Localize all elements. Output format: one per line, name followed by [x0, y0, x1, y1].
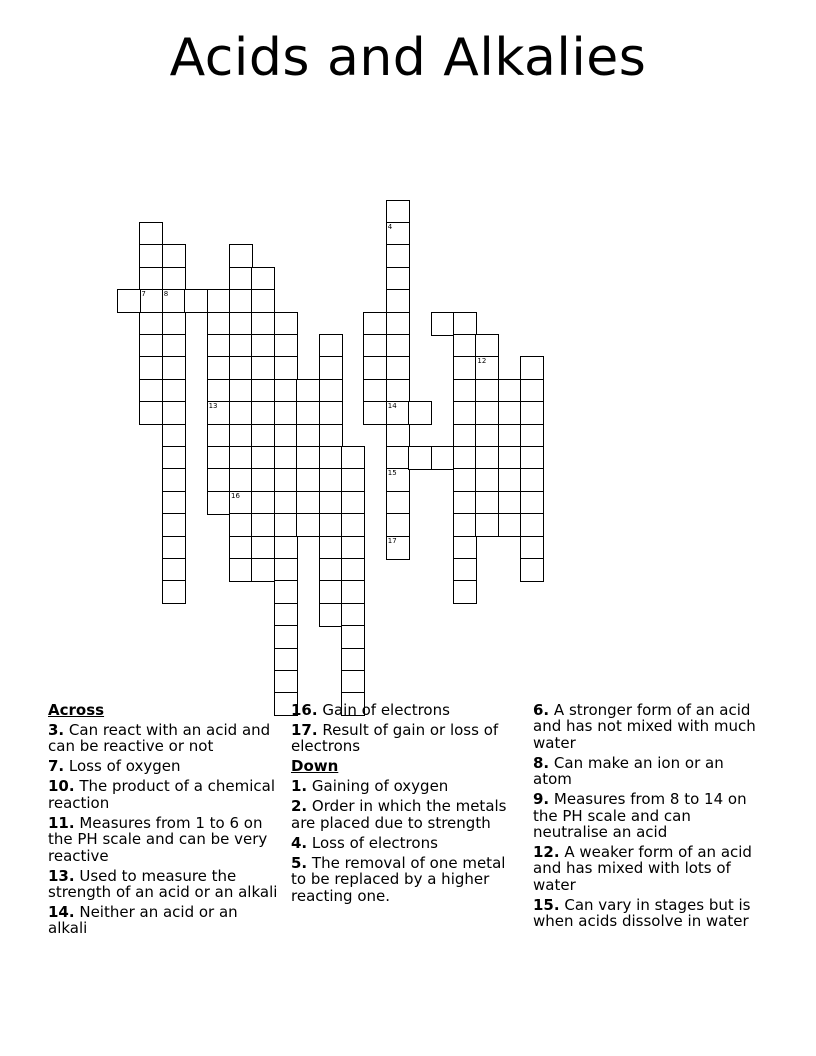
grid-cell[interactable]: [475, 513, 499, 537]
grid-cell[interactable]: [229, 244, 253, 268]
grid-cell[interactable]: [296, 379, 320, 403]
grid-cell[interactable]: [341, 446, 365, 470]
grid-cell[interactable]: [475, 424, 499, 448]
clue-item: [533, 897, 765, 930]
grid-cell[interactable]: [520, 468, 544, 492]
grid-cell[interactable]: [251, 468, 275, 492]
clue-item: [48, 868, 280, 901]
grid-cell[interactable]: [319, 580, 343, 604]
clue-number-label: 14: [387, 402, 397, 411]
clue-text: Used to measure the strength of an acid or an alkali: [48, 866, 278, 902]
grid-cell[interactable]: [520, 379, 544, 403]
grid-cell[interactable]: [520, 424, 544, 448]
grid-cell[interactable]: [207, 334, 231, 358]
clue-number-label: 15: [387, 469, 397, 478]
grid-cell[interactable]: [386, 200, 410, 224]
grid-cell[interactable]: [520, 446, 544, 470]
grid-cell[interactable]: [274, 312, 298, 336]
grid-cell[interactable]: [498, 491, 522, 515]
grid-cell[interactable]: [475, 468, 499, 492]
grid-cell[interactable]: [251, 356, 275, 380]
clue-number: 17.: [291, 721, 318, 739]
grid-cell[interactable]: [386, 491, 410, 515]
clue-number: 6.: [533, 701, 550, 719]
clue-number: 10.: [48, 777, 75, 796]
grid-cell[interactable]: [520, 491, 544, 515]
grid-cell[interactable]: [274, 491, 298, 515]
clue-item: [291, 778, 523, 794]
grid-cell[interactable]: [162, 446, 186, 470]
grid-cell[interactable]: [296, 424, 320, 448]
grid-cell[interactable]: [251, 536, 275, 560]
grid-cell[interactable]: [520, 536, 544, 560]
clue-number-label: 13: [208, 402, 218, 411]
clue-item: [291, 855, 523, 904]
grid-cell[interactable]: [341, 558, 365, 582]
grid-cell[interactable]: [319, 491, 343, 515]
grid-cell[interactable]: [139, 312, 163, 336]
clue-text: Can make an ion or an atom: [533, 753, 724, 789]
grid-cell[interactable]: [251, 312, 275, 336]
grid-cell[interactable]: [453, 536, 477, 560]
grid-cell[interactable]: [139, 334, 163, 358]
grid-cell[interactable]: [341, 513, 365, 537]
grid-cell[interactable]: [341, 648, 365, 672]
grid-cell[interactable]: [408, 401, 432, 425]
grid-cell[interactable]: [162, 379, 186, 403]
grid-cell[interactable]: [319, 513, 343, 537]
grid-cell[interactable]: [386, 334, 410, 358]
grid-cell[interactable]: [274, 603, 298, 627]
grid-cell[interactable]: [251, 513, 275, 537]
down-clue-list-continued: [533, 702, 765, 930]
grid-cell[interactable]: [229, 356, 253, 380]
grid-cell[interactable]: [139, 356, 163, 380]
grid-cell[interactable]: [386, 513, 410, 537]
grid-cell[interactable]: [162, 244, 186, 268]
grid-cell[interactable]: [207, 356, 231, 380]
clue-item: [533, 791, 765, 840]
clue-column-2: [291, 702, 523, 908]
grid-cell[interactable]: [251, 491, 275, 515]
grid-cell[interactable]: [229, 379, 253, 403]
grid-cell[interactable]: [319, 446, 343, 470]
grid-cell[interactable]: [386, 536, 410, 560]
clue-item: [291, 722, 523, 755]
grid-cell[interactable]: [520, 356, 544, 380]
clue-item: [48, 778, 280, 811]
grid-cell[interactable]: [296, 468, 320, 492]
grid-cell[interactable]: [386, 289, 410, 313]
grid-cell[interactable]: [162, 536, 186, 560]
clue-number: 1.: [291, 777, 308, 796]
grid-cell[interactable]: [453, 446, 477, 470]
clue-text: Loss of electrons: [307, 833, 438, 852]
down-clue-list: [291, 778, 523, 904]
grid-cell[interactable]: [139, 244, 163, 268]
grid-cell[interactable]: [296, 446, 320, 470]
grid-cell[interactable]: [341, 536, 365, 560]
clue-text: Measures from 1 to 6 on the PH scale and can be very reactive: [48, 813, 268, 865]
grid-cell[interactable]: [498, 468, 522, 492]
grid-cell[interactable]: [363, 401, 387, 425]
grid-cell[interactable]: [251, 379, 275, 403]
grid-cell[interactable]: [296, 513, 320, 537]
clue-text: A stronger form of an acid and has not mixed with much water: [533, 701, 756, 752]
grid-cell[interactable]: [319, 379, 343, 403]
grid-cell[interactable]: [229, 446, 253, 470]
grid-cell[interactable]: [363, 356, 387, 380]
clue-number: 11.: [48, 813, 75, 832]
clue-text: Neither an acid or an alkali: [48, 903, 238, 938]
grid-cell[interactable]: [162, 468, 186, 492]
grid-cell[interactable]: [229, 558, 253, 582]
grid-cell[interactable]: [274, 625, 298, 649]
grid-cell[interactable]: [475, 334, 499, 358]
grid-cell[interactable]: [319, 334, 343, 358]
clue-number: 4.: [291, 833, 308, 852]
grid-cell[interactable]: [475, 491, 499, 515]
grid-cell[interactable]: [363, 379, 387, 403]
grid-cell[interactable]: [274, 334, 298, 358]
clue-text: Loss of oxygen: [64, 757, 181, 776]
grid-cell[interactable]: [139, 289, 163, 313]
clue-item: [291, 798, 523, 831]
clue-number: 7.: [48, 757, 65, 776]
clue-text: Gain of electrons: [317, 701, 450, 719]
grid-cell[interactable]: [453, 379, 477, 403]
clue-number-label: 8: [163, 290, 169, 299]
clue-number-label: 12: [477, 357, 487, 366]
clue-number: 3.: [48, 721, 65, 739]
grid-cell[interactable]: [229, 289, 253, 313]
grid-cell[interactable]: [162, 334, 186, 358]
grid-cell[interactable]: [498, 446, 522, 470]
clue-number: 5.: [291, 853, 308, 872]
clue-text: Can react with an acid and can be reactive or not: [48, 721, 271, 756]
grid-cell[interactable]: [386, 424, 410, 448]
grid-cell[interactable]: [341, 491, 365, 515]
grid-cell[interactable]: [274, 670, 298, 694]
clue-number: 12.: [533, 843, 560, 862]
across-clue-list: [48, 722, 280, 937]
page-title: Acids and Alkalies: [169, 28, 647, 88]
grid-cell[interactable]: [475, 401, 499, 425]
grid-cell[interactable]: [319, 401, 343, 425]
grid-cell[interactable]: [498, 513, 522, 537]
grid-cell[interactable]: [498, 379, 522, 403]
grid-cell[interactable]: [162, 356, 186, 380]
grid-cell[interactable]: [229, 513, 253, 537]
grid-cell[interactable]: [431, 312, 455, 336]
grid-cell[interactable]: [386, 222, 410, 246]
clue-number-label: 17: [387, 536, 397, 545]
grid-cell[interactable]: [453, 558, 477, 582]
grid-cell[interactable]: [386, 468, 410, 492]
clue-column-1: [48, 702, 280, 940]
grid-cell[interactable]: [184, 289, 208, 313]
grid-cell[interactable]: [229, 424, 253, 448]
grid-cell[interactable]: [453, 312, 477, 336]
grid-cell[interactable]: [341, 625, 365, 649]
grid-cell[interactable]: [229, 267, 253, 291]
grid-cell[interactable]: [319, 603, 343, 627]
grid-cell[interactable]: [229, 401, 253, 425]
grid-cell[interactable]: [229, 468, 253, 492]
clue-number: 14.: [48, 903, 75, 922]
grid-cell[interactable]: [386, 244, 410, 268]
clue-number: 9.: [533, 790, 550, 809]
grid-cell[interactable]: [162, 580, 186, 604]
grid-cell[interactable]: [431, 446, 455, 470]
grid-cell[interactable]: [251, 401, 275, 425]
grid-cell[interactable]: [363, 312, 387, 336]
grid-cell[interactable]: [341, 670, 365, 694]
grid-cell[interactable]: [207, 379, 231, 403]
clue-number: 13.: [48, 866, 75, 885]
grid-cell[interactable]: [251, 446, 275, 470]
clue-text: The removal of one metal to be replaced by a higher reacting one.: [291, 853, 506, 905]
grid-cell[interactable]: [162, 558, 186, 582]
grid-cell[interactable]: [520, 558, 544, 582]
grid-cell[interactable]: [274, 513, 298, 537]
clue-text: Can vary in stages but is when acids dissolve in water: [533, 895, 751, 931]
grid-cell[interactable]: [274, 580, 298, 604]
grid-cell[interactable]: [453, 356, 477, 380]
across-heading: Across: [48, 701, 105, 719]
grid-cell[interactable]: [498, 401, 522, 425]
clue-number: 8.: [533, 753, 550, 772]
grid-cell[interactable]: [296, 401, 320, 425]
grid-cell[interactable]: [453, 334, 477, 358]
grid-cell[interactable]: [207, 446, 231, 470]
grid-cell[interactable]: [162, 513, 186, 537]
grid-cell[interactable]: [498, 424, 522, 448]
grid-cell[interactable]: [386, 312, 410, 336]
clue-number: 16.: [291, 701, 318, 719]
grid-cell[interactable]: [274, 468, 298, 492]
clue-text: The product of a chemical reaction: [48, 777, 276, 812]
grid-cell[interactable]: [139, 267, 163, 291]
clue-item: [48, 815, 280, 864]
grid-cell[interactable]: [520, 513, 544, 537]
clue-text: A weaker form of an acid and has mixed with lots of water: [533, 843, 752, 894]
grid-cell[interactable]: [251, 424, 275, 448]
grid-cell[interactable]: [207, 468, 231, 492]
clue-item: [291, 835, 523, 851]
grid-cell[interactable]: [274, 401, 298, 425]
grid-cell[interactable]: [251, 267, 275, 291]
clue-number-label: 4: [387, 223, 393, 231]
clue-item: [533, 844, 765, 893]
grid-cell[interactable]: [386, 356, 410, 380]
grid-cell[interactable]: [274, 379, 298, 403]
clue-text: Order in which the metals are placed due to strength: [291, 797, 507, 832]
clue-item: [533, 702, 765, 751]
grid-cell[interactable]: [386, 379, 410, 403]
grid-cell[interactable]: [229, 491, 253, 515]
clue-item: [48, 722, 280, 755]
down-heading: Down: [291, 757, 339, 776]
grid-cell[interactable]: [229, 536, 253, 560]
clue-text: Measures from 8 to 14 on the PH scale and can neutralise an acid: [533, 790, 747, 842]
clue-item: [48, 758, 280, 774]
clue-number-label: 7: [141, 290, 146, 299]
grid-cell[interactable]: [162, 289, 186, 313]
grid-cell[interactable]: [408, 446, 432, 470]
clue-item: [291, 702, 523, 718]
grid-cell[interactable]: [229, 312, 253, 336]
grid-cell[interactable]: [207, 491, 231, 515]
clue-item: [533, 755, 765, 788]
grid-cell[interactable]: [274, 446, 298, 470]
grid-cell[interactable]: [162, 267, 186, 291]
grid-cell[interactable]: [386, 401, 410, 425]
grid-cell[interactable]: [274, 356, 298, 380]
grid-cell[interactable]: [274, 424, 298, 448]
grid-cell[interactable]: [475, 446, 499, 470]
clue-number: 15.: [533, 895, 560, 914]
grid-cell[interactable]: [319, 558, 343, 582]
grid-cell[interactable]: [475, 379, 499, 403]
grid-cell[interactable]: [207, 289, 231, 313]
grid-cell[interactable]: [251, 558, 275, 582]
clue-column-3: [533, 702, 765, 933]
grid-cell[interactable]: [341, 580, 365, 604]
grid-cell[interactable]: [229, 334, 253, 358]
grid-cell[interactable]: [274, 536, 298, 560]
grid-cell[interactable]: [274, 558, 298, 582]
grid-cell[interactable]: [207, 312, 231, 336]
grid-cell[interactable]: [386, 446, 410, 470]
grid-cell[interactable]: [319, 468, 343, 492]
grid-cell[interactable]: [319, 424, 343, 448]
clue-item: [48, 904, 280, 937]
grid-cell[interactable]: [117, 289, 141, 313]
grid-cell[interactable]: [319, 356, 343, 380]
grid-cell[interactable]: [251, 334, 275, 358]
grid-cell[interactable]: [207, 424, 231, 448]
grid-cell[interactable]: [296, 491, 320, 515]
grid-cell[interactable]: [453, 580, 477, 604]
across-clue-list-continued: [291, 702, 523, 755]
clue-number: 2.: [291, 797, 308, 816]
grid-cell[interactable]: [162, 491, 186, 515]
grid-cell[interactable]: [363, 334, 387, 358]
grid-cell[interactable]: [207, 401, 231, 425]
grid-cell[interactable]: [139, 379, 163, 403]
grid-cell[interactable]: [520, 401, 544, 425]
grid-cell[interactable]: [386, 267, 410, 291]
clue-number-label: 16: [231, 491, 240, 500]
grid-cell[interactable]: [453, 491, 477, 515]
grid-cell[interactable]: [341, 603, 365, 627]
grid-cell[interactable]: [251, 289, 275, 313]
grid-cell[interactable]: [139, 401, 163, 425]
grid-cell[interactable]: [453, 468, 477, 492]
grid-cell[interactable]: [319, 536, 343, 560]
grid-cell[interactable]: [162, 424, 186, 448]
clue-text: Result of gain or loss of electrons: [291, 721, 499, 756]
grid-cell[interactable]: [341, 468, 365, 492]
clue-text: Gaining of oxygen: [307, 777, 449, 796]
grid-cell[interactable]: [453, 513, 477, 537]
grid-cell[interactable]: [475, 356, 499, 380]
grid-cell[interactable]: [139, 222, 163, 246]
grid-cell[interactable]: [453, 424, 477, 448]
grid-cell[interactable]: [274, 648, 298, 672]
grid-cell[interactable]: [162, 401, 186, 425]
grid-cell[interactable]: [162, 312, 186, 336]
grid-cell[interactable]: [453, 401, 477, 425]
